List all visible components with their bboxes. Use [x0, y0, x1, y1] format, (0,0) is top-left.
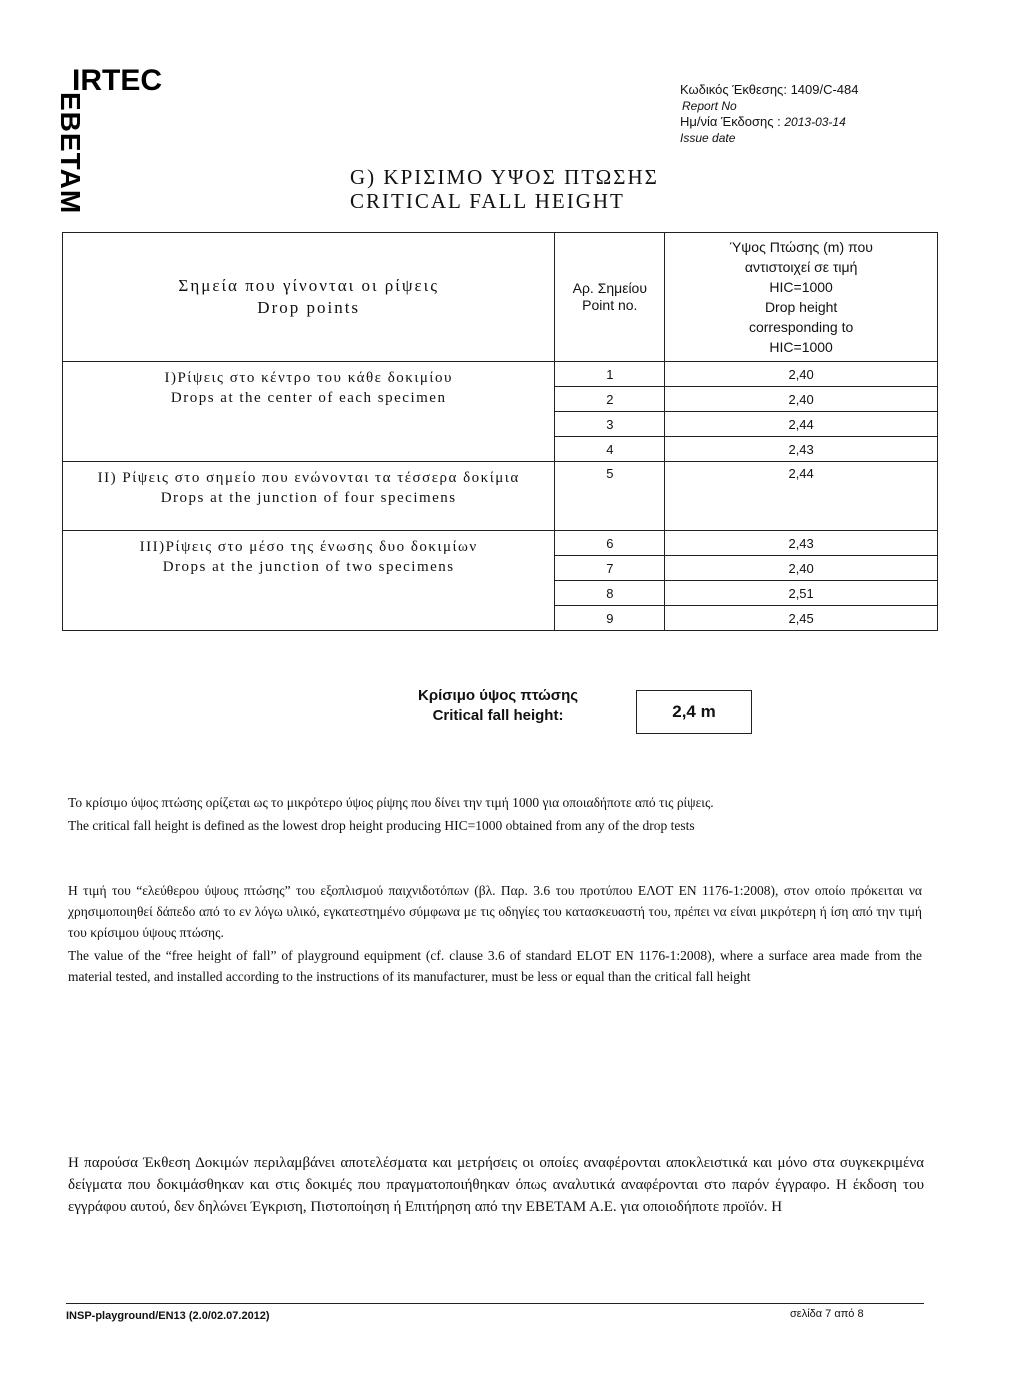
point-no-cell: 1 — [555, 362, 665, 387]
drop-height-cell: 2,40 — [665, 362, 938, 387]
group-1-label-en: Drops at the center of each specimen — [170, 390, 447, 406]
group-3-label — [63, 531, 555, 631]
drop-height-cell: 2,40 — [665, 556, 938, 581]
header-point-no-en: Point no. — [582, 297, 638, 313]
issue-date-value: 2013-03-14 — [784, 115, 846, 129]
drop-height-cell: 2,43 — [665, 437, 938, 462]
point-no-cell: 5 — [555, 462, 665, 531]
critical-height-label — [418, 686, 578, 726]
header-drop-points — [63, 233, 555, 362]
section-title — [350, 165, 659, 213]
footer-divider — [66, 1303, 924, 1304]
logo-irtec: IRTEC — [72, 64, 162, 97]
header-drop-height-gr3: HIC=1000 — [769, 279, 833, 295]
group-3-label-en: Drops at the junction of two specimens — [162, 559, 455, 575]
drop-height-cell: 2,44 — [665, 462, 938, 531]
free-height-text-gr: Η τιμή του “ελεύθερου ύψους πτώσης” του εξοπλισμού παιχνιδοτόπων (βλ. Παρ. 3.6 του προτύπου ΕΛΟΤ ΕΝ 1176-1:2008), στον οποίο πρόκειται να χρησιμοποιηθεί δάπεδο από το εν λόγω υλικό, εγκατεστημένο σύμφωνα με τις οδηγίες του κατασκευαστή του, πρέπει να είναι μικρότερη ή ίση από την τιμή του κρίσιμου ύψους πτώσης. — [68, 883, 922, 940]
header-drop-height-en2: corresponding to — [748, 319, 854, 335]
section-title-en: CRITICAL FALL HEIGHT — [350, 189, 625, 213]
drop-height-cell: 2,45 — [665, 606, 938, 631]
free-height-paragraph — [68, 880, 922, 987]
footer-form-code: INSP-playground/EN13 (2.0/02.07.2012) — [66, 1310, 270, 1322]
point-no-cell: 8 — [555, 581, 665, 606]
group-2-label-en: Drops at the junction of four specimens — [160, 490, 457, 506]
point-no-cell: 9 — [555, 606, 665, 631]
header-drop-points-gr: Σημεία που γίνονται οι ρίψεις — [178, 276, 439, 295]
report-no-label: Κωδικός Έκθεσης: — [680, 82, 787, 97]
report-header-info — [680, 82, 859, 146]
group-1-label-gr: I)Ρίψεις στο κέντρο του κάθε δοκιμίου — [164, 370, 453, 386]
header-drop-height-gr1: Ύψος Πτώσης (m) που — [729, 239, 873, 255]
critical-height-value: 2,4 m — [636, 690, 752, 734]
report-no-label-en: Report No — [682, 99, 737, 113]
header-point-no-gr: Αρ. Σημείου — [572, 280, 647, 296]
point-no-cell: 3 — [555, 412, 665, 437]
point-no-cell: 2 — [555, 387, 665, 412]
header-drop-height-en1: Drop height — [764, 299, 838, 315]
issue-date-label: Ημ/νία Έκδοσης : — [680, 114, 781, 129]
group-2-label — [63, 462, 555, 531]
drop-height-cell: 2,44 — [665, 412, 938, 437]
issue-date-line — [680, 114, 859, 130]
drop-height-cell: 2,43 — [665, 531, 938, 556]
group-1-label — [63, 362, 555, 462]
table-row — [63, 362, 938, 387]
group-2-label-gr: II) Ρίψεις στο σημείο που ενώνονται τα τέσσερα δοκίμια — [97, 470, 520, 486]
definition-text-en: The critical fall height is defined as the lowest drop height producing HIC=1000 obtained from any of the drop tests — [68, 818, 695, 833]
header-point-no — [555, 233, 665, 362]
header-drop-height — [665, 233, 938, 362]
definition-text-gr: Το κρίσιμο ύψος πτώσης ορίζεται ως το μικρότερο ύψος ρίψης που δίνει την τιμή 1000 για οποιαδήποτε από τις ρίψεις. — [68, 795, 714, 810]
footer-page-number: σελίδα 7 από 8 — [790, 1308, 864, 1320]
header-drop-height-en3: HIC=1000 — [769, 339, 833, 355]
critical-height-label-en: Critical fall height: — [432, 707, 564, 724]
free-height-text-en: The value of the “free height of fall” of playground equipment (cf. clause 3.6 of standard ELOT EN 1176-1:2008), where a surface area made from the material tested, and installed according to the instructions of its manufacturer, must be less or equal than the critical fall height — [68, 948, 922, 984]
point-no-cell: 6 — [555, 531, 665, 556]
disclaimer-paragraph: Η παρούσα Έκθεση Δοκιμών περιλαμβάνει αποτελέσματα και μετρήσεις οι οποίες αναφέρονται αποκλειστικά και μόνο στα συγκεκριμένα δείγματα που δοκιμάσθηκαν και στις δοκιμές που πραγματοποιήθηκαν όπως αναλυτικά αναφέρονται στο παρόν έγγραφο. Η έκδοση του εγγράφου αυτού, δεν δηλώνει Έγκριση, Πιστοποίηση ή Επιτήρηση από την ΕΒΕΤΑΜ Α.Ε. για οποιοδήποτε προϊόν. Η — [68, 1155, 924, 1215]
table-row — [63, 531, 938, 556]
point-no-cell: 7 — [555, 556, 665, 581]
drop-height-cell: 2,40 — [665, 387, 938, 412]
drop-height-cell: 2,51 — [665, 581, 938, 606]
section-title-gr: G) ΚΡΙΣΙΜΟ ΥΨΟΣ ΠΤΩΣΗΣ — [350, 165, 659, 189]
company-logo — [48, 64, 162, 215]
group-3-label-gr: III)Ρίψεις στο μέσο της ένωσης δυο δοκιμίων — [139, 539, 478, 555]
report-no-value: 1409/C-484 — [790, 82, 859, 97]
definition-paragraph — [68, 792, 922, 836]
critical-height-label-gr: Κρίσιμο ύψος πτώσης — [418, 687, 579, 704]
header-drop-height-gr2: αντιστοιχεί σε τιμή — [744, 259, 858, 275]
table-row — [63, 462, 938, 531]
table-header-row — [63, 233, 938, 362]
header-drop-points-en: Drop points — [257, 298, 361, 317]
report-no-line — [680, 82, 859, 98]
logo-ebetam: EBETAM — [55, 92, 86, 215]
point-no-cell: 4 — [555, 437, 665, 462]
issue-date-label-en: Issue date — [680, 131, 736, 145]
drop-test-table — [62, 232, 938, 631]
